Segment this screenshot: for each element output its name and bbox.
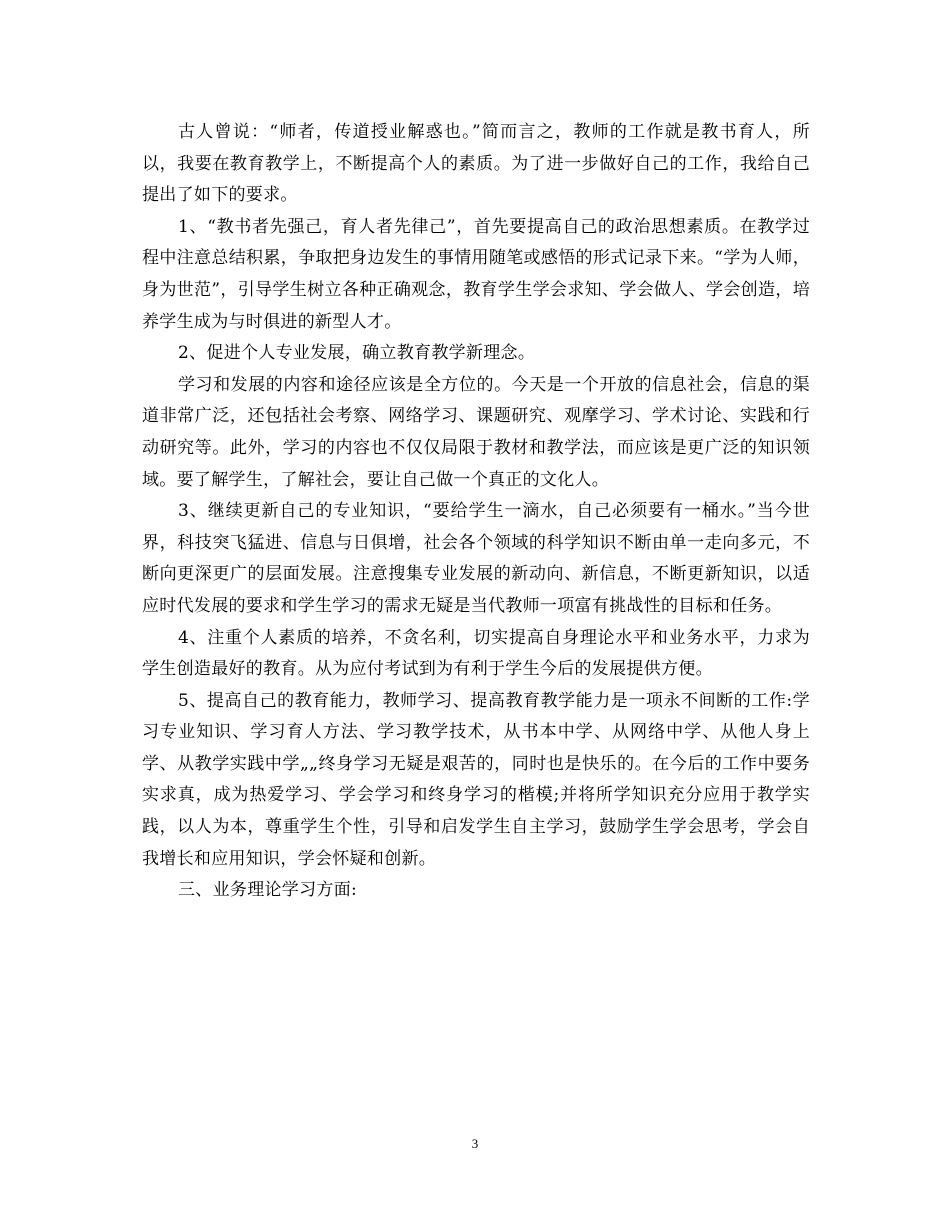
paragraph-item-3: 3、继续更新自己的专业知识，“要给学生一滴水，自己必须要有一桶水。”当今世界，科技突飞猛进、信息与日俱增，社会各个领域的科学知识不断由单一走向多元，不断向更深更广的层面发展。注意搜集专业发展的新动向、新信息，不断更新知识，以适应时代发展的要求和学生学习的需求无疑是当代教师一项富有挑战性的目标和任务。 (142, 501, 810, 616)
paragraph-item-2: 2、促进个人专业发展，确立教育教学新理念。 (178, 343, 536, 364)
paragraph-intro: 古人曾说：“师者，传道授业解惑也。”简而言之，教师的工作就是教书育人，所以，我要在教育教学上，不断提高个人的素质。为了进一步做好自己的工作，我给自己提出了如下的要求。 (142, 122, 810, 206)
paragraph-learning: 学习和发展的内容和途径应该是全方位的。今天是一个开放的信息社会，信息的渠道非常广泛，还包括社会考察、网络学习、课题研究、观摩学习、学术讨论、实践和行动研究等。此外，学习的内容也不仅仅局限于教材和教学法，而应该是更广泛的知识领域。要了解学生，了解社会，要让自己做一个真正的文化人。 (142, 374, 810, 490)
section-heading: 三、业务理论学习方面: (178, 880, 358, 901)
paragraph-item-1: 1、“教书者先强己，育人者先律己”，首先要提高自己的政治思想素质。在教学过程中注意总结积累，争取把身边发生的事情用随笔或感悟的形式记录下来。“学为人师，身为世范”，引导学生树立各种正确观念，教育学生学会求知、学会做人、学会创造，培养学生成为与时俱进的新型人才。 (142, 216, 810, 332)
document-body (142, 117, 810, 907)
paragraph-item-5: 5、提高自己的教育能力，教师学习、提高教育教学能力是一项永不间断的工作:学习专业知识、学习育人方法、学习教学技术，从书本中学、从网络中学、从他人身上学、从教学实践中学„„终身学习无疑是艰苦的，同时也是快乐的。在今后的工作中要务实求真，成为热爱学习、学会学习和终身学习的楷模;并将所学知识充分应用于教学实践，以人为本，尊重学生个性，引导和启发学生自主学习，鼓励学生学会思考，学会自我增长和应用知识，学会怀疑和创新。 (142, 690, 810, 869)
page-number: 3 (471, 1136, 479, 1151)
paragraph-item-4: 4、注重个人素质的培养，不贪名利，切实提高自身理论水平和业务水平，力求为学生创造最好的教育。从为应付考试到为有利于学生今后的发展提供方便。 (142, 627, 810, 680)
